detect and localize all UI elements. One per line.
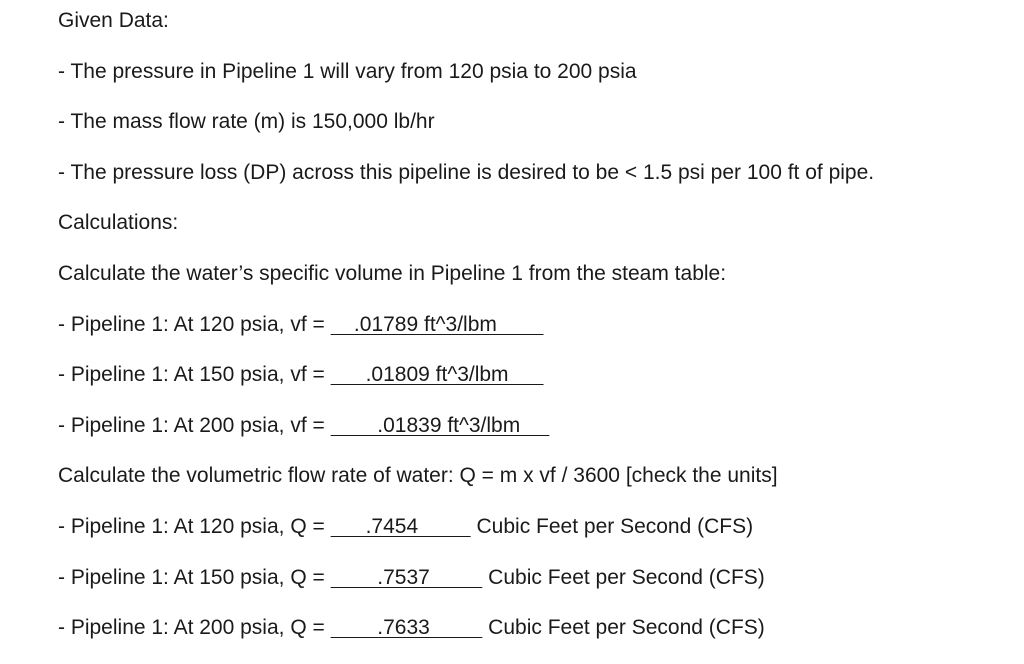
volumetric-flow-unit: Cubic Feet per Second (CFS) [482, 565, 765, 589]
specific-volume-row [58, 411, 998, 441]
document-body [58, 6, 998, 664]
specific-volume-row [58, 310, 998, 340]
specific-volume-prefix: - Pipeline 1: At 120 psia, vf = [58, 312, 331, 336]
volumetric-flow-unit: Cubic Feet per Second (CFS) [482, 616, 765, 640]
given-data-heading: Given Data: [58, 9, 169, 32]
calculations-heading: Calculations: [58, 211, 179, 235]
specific-volume-row [58, 360, 998, 390]
volumetric-flow-answer: .7537 [330, 565, 483, 589]
volumetric-flow-answer: .7633 [330, 616, 483, 640]
volumetric-flow-prefix: - Pipeline 1: At 120 psia, Q = [58, 514, 331, 538]
volumetric-flow-prefix: - Pipeline 1: At 150 psia, Q = [58, 565, 331, 589]
specific-volume-prefix: - Pipeline 1: At 150 psia, vf = [58, 363, 331, 387]
volumetric-flow-row [58, 512, 998, 542]
volumetric-flow-unit: Cubic Feet per Second (CFS) [470, 514, 754, 538]
specific-volume-answer: .01809 ft^3/lbm [330, 363, 544, 387]
given-pressure-range: - The pressure in Pipeline 1 will vary from 120 psia to 200 psia [58, 59, 637, 83]
specific-volume-prefix: - Pipeline 1: At 200 psia, vf = [58, 413, 331, 437]
specific-volume-instruction: Calculate the water’s specific volume in Pipeline 1 from the steam table: [58, 261, 727, 285]
volumetric-flow-row [58, 563, 998, 593]
specific-volume-answer: .01789 ft^3/lbm [330, 312, 544, 336]
volumetric-flow-row [58, 613, 998, 643]
given-mass-flow-rate: - The mass flow rate (m) is 150,000 lb/hr [58, 110, 435, 134]
volumetric-flow-prefix: - Pipeline 1: At 200 psia, Q = [58, 616, 331, 640]
specific-volume-answer: .01839 ft^3/lbm [330, 413, 550, 437]
volumetric-flow-instruction: Calculate the volumetric flow rate of water: Q = m x vf / 3600 [check the units] [58, 464, 778, 488]
volumetric-flow-answer: .7454 [330, 514, 471, 538]
given-pressure-loss: - The pressure loss (DP) across this pipeline is desired to be < 1.5 psi per 100 ft of pipe. [58, 160, 875, 184]
